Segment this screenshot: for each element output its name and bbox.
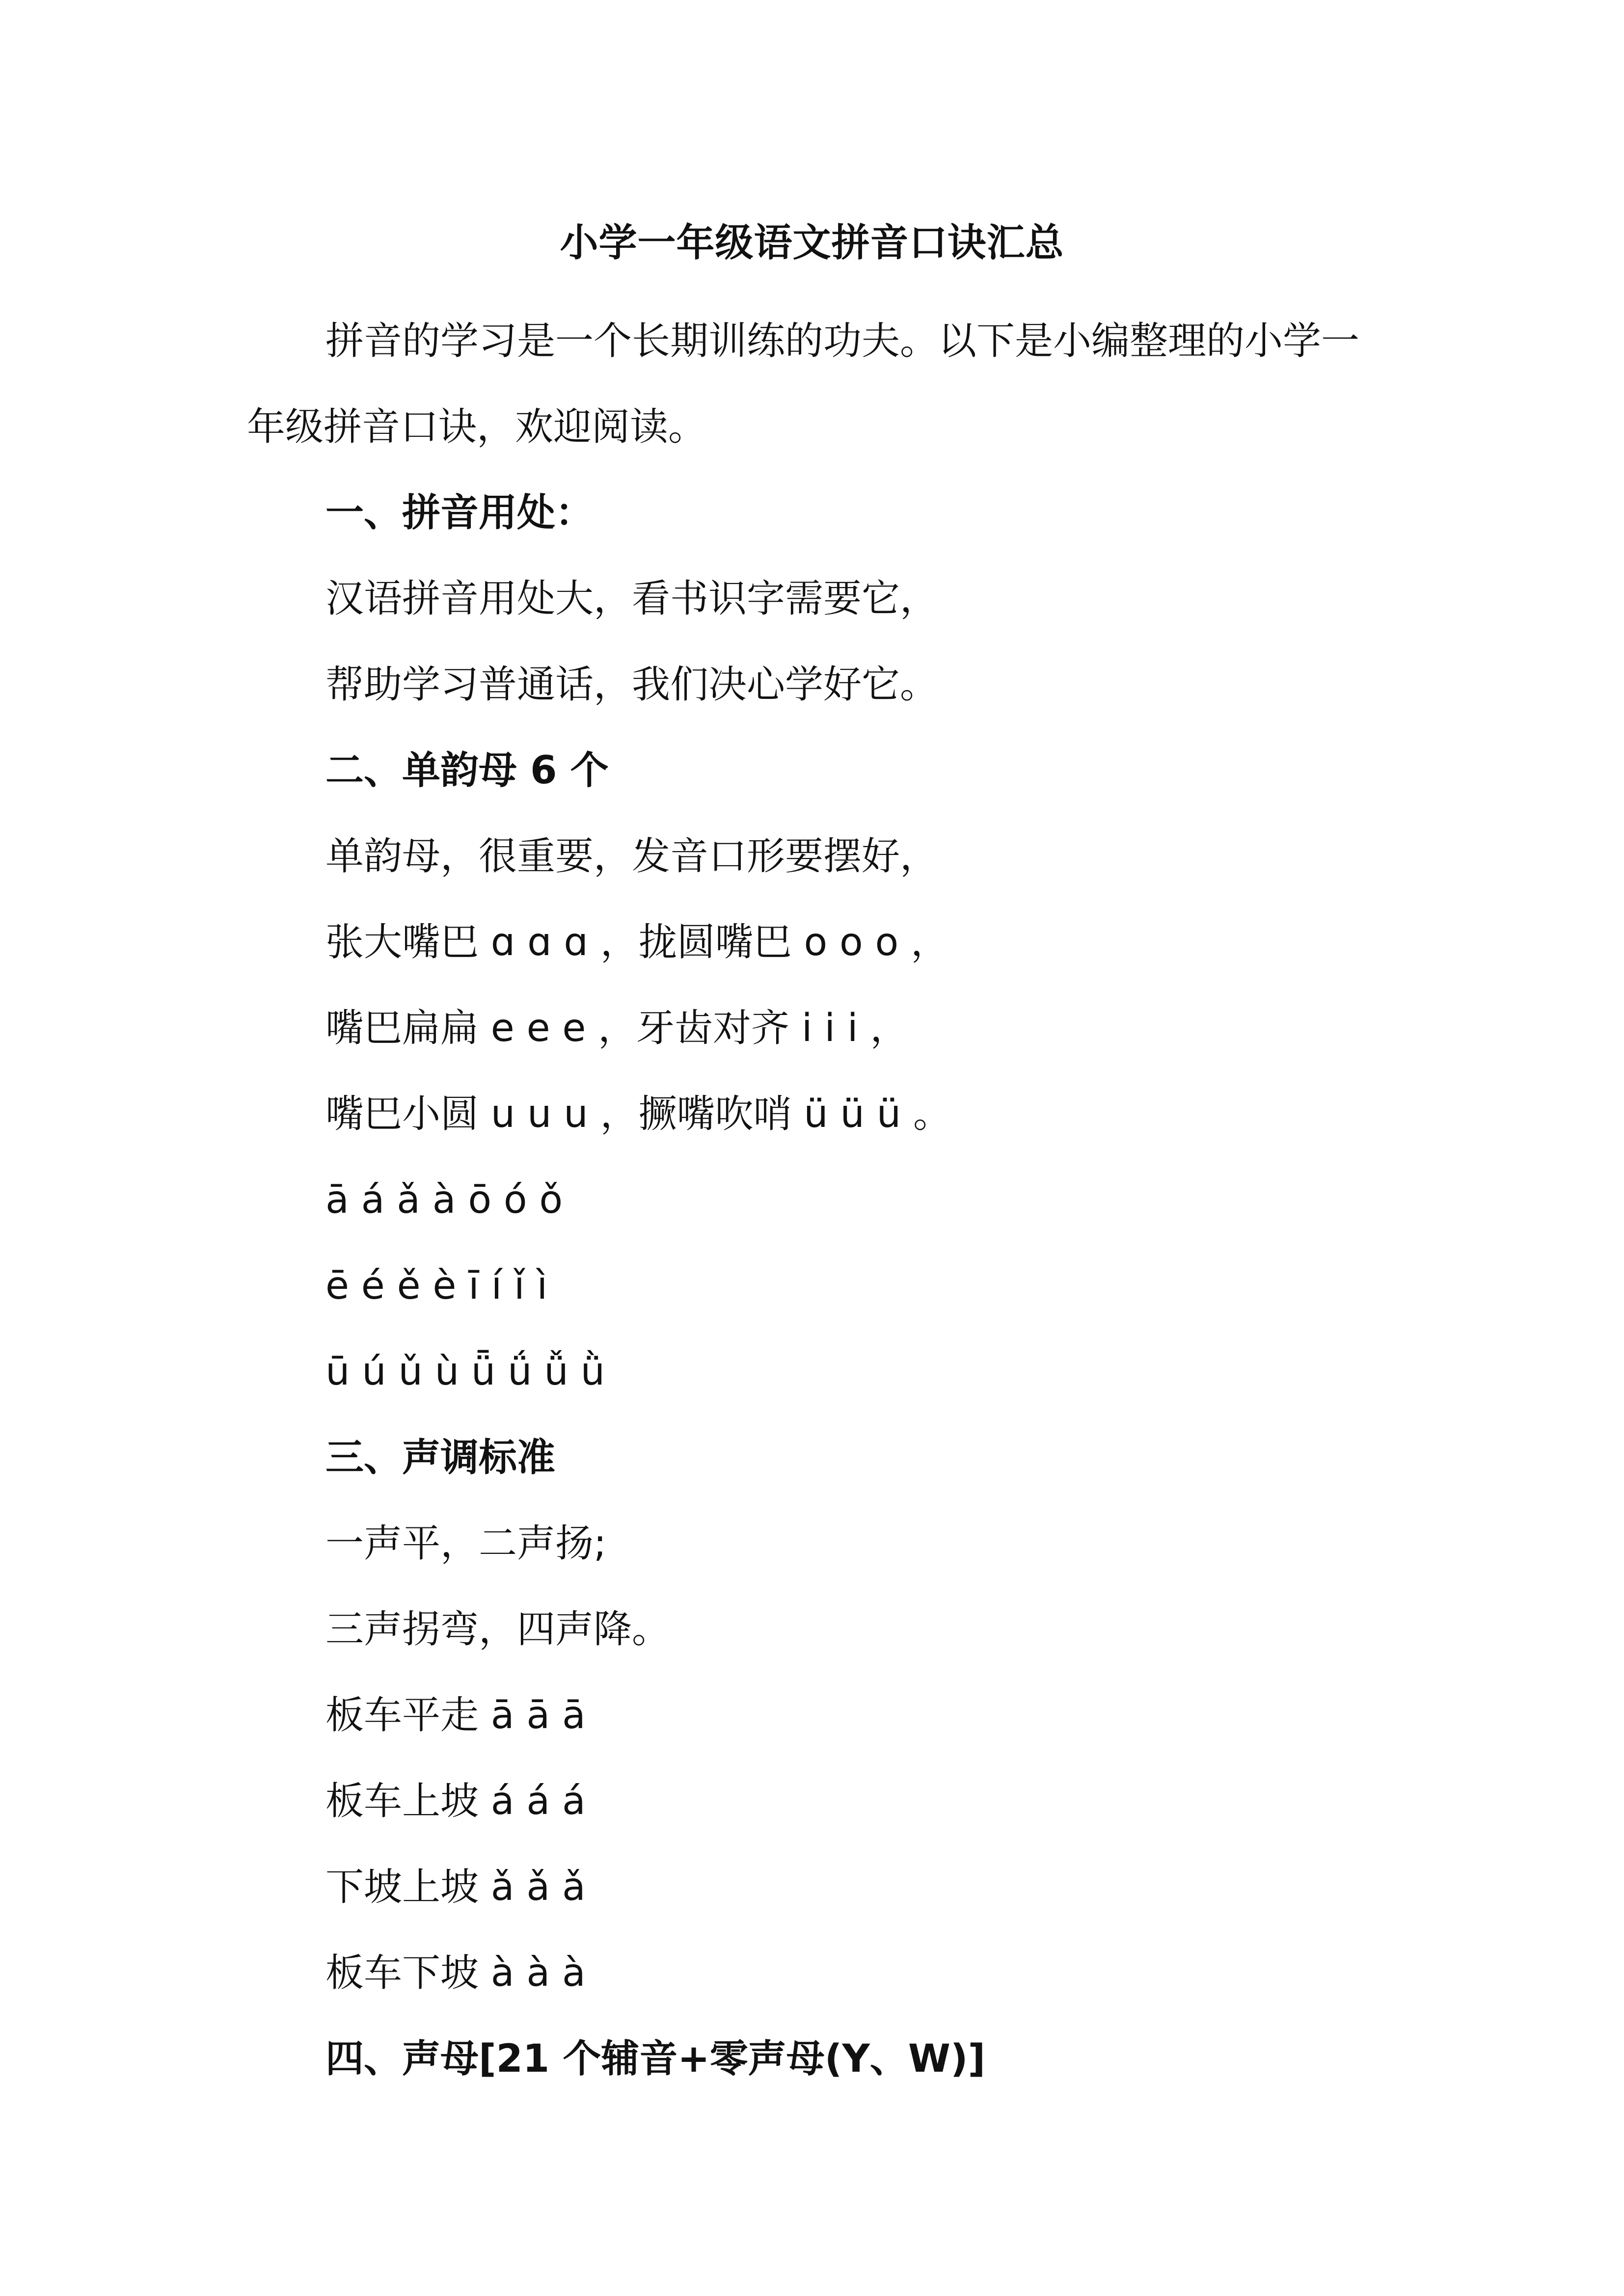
section-3-line-4: 板车上坡 á á á (325, 1779, 586, 1823)
section-1-line-2: 帮助学习普通话，我们决心学好它。 (325, 663, 939, 707)
section-1-heading: 一、拼音用处： (325, 491, 594, 535)
section-2-line-4: 嘴巴小圆 u u u ，撅嘴吹哨 ü ü ü 。 (325, 1092, 951, 1136)
section-4-heading: 四、声母[21 个辅音+零声母(Y、W)] (325, 2037, 986, 2081)
section-3-heading: 三、声调标准 (325, 1436, 556, 1480)
section-3-line-1: 一声平，二声扬; (325, 1522, 607, 1566)
section-2-line-3: 嘴巴扁扁 e e e ，牙齿对齐 i i i ， (325, 1006, 909, 1050)
intro-line-1: 拼音的学习是一个长期训练的功夫。以下是小编整理的小学一 (325, 319, 1360, 363)
section-2-line-6: ē é ě è ī í ǐ ì (325, 1264, 548, 1308)
section-3-line-6: 板车下坡 à à à (325, 1951, 586, 1995)
section-2-line-7: ū ú ǔ ù ǖ ǘ ǚ ǜ (325, 1350, 605, 1394)
intro-line-2: 年级拼音口诀，欢迎阅读。 (247, 405, 707, 449)
section-3-line-3: 板车平走 ā ā ā (325, 1693, 586, 1737)
document-title: 小学一年级语文拼音口诀汇总 (560, 221, 1064, 265)
section-2-line-5: ā á ǎ à ō ó ǒ (325, 1178, 563, 1222)
section-2-line-2: 张大嘴巴 ɑ ɑ ɑ ，拢圆嘴巴 o o o ， (325, 920, 949, 964)
section-2-heading: 二、单韵母 6 个 (325, 748, 609, 793)
section-3-line-2: 三声拐弯，四声降。 (325, 1607, 671, 1652)
section-3-line-5: 下坡上坡 ǎ ǎ ǎ (325, 1865, 586, 1909)
section-1-line-1: 汉语拼音用处大，看书识字需要它， (325, 577, 939, 621)
section-2-line-1: 单韵母，很重要，发音口形要摆好， (325, 834, 939, 879)
